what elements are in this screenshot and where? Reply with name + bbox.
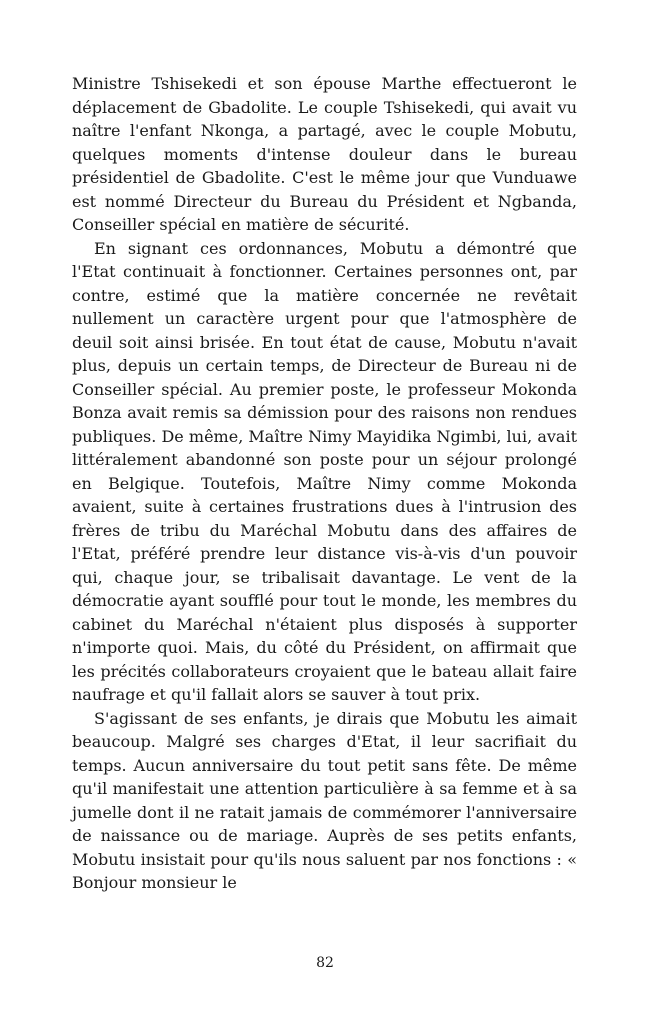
paragraph-ordinances: En signant ces ordonnances, Mobutu a démontré que l'Etat continuait à fonctionner. Certaines personnes ont, par contre, estimé que la matière concernée ne revêtait nullement un caractère urgent pour que l'atmosphère de deuil soit ainsi brisée. En tout état de cause, Mobutu n'avait plus, depuis un certain temps, de Directeur de Bureau ni de Conseiller spécial. Au premier poste, le professeur Mokonda Bonza avait remis sa démission pour des raisons non rendues publiques. De même, Maître Nimy Mayidika Ngimbi, lui, avait littéralement abandonné son poste pour un séjour prolongé en Belgique. Toutefois, Maître Nimy comme Mokonda avaient, suite à certaines frustrations dues à l'intrusion des frères de tribu du Maréchal Mobutu dans des affaires de l'Etat, préféré prendre leur distance vis-à-vis d'un pouvoir qui, chaque jour, se tribalisait davantage. Le vent de la démocratie ayant soufflé pour tout le monde, les membres du cabinet du Maréchal n'étaient plus disposés à supporter n'importe quoi. Mais, du côté du Président, on affirmait que les précités collaborateurs croyaient que le bateau allait faire naufrage et qu'il fallait alors se sauver à tout prix. — [72, 238, 577, 704]
paragraph-children: S'agissant de ses enfants, je dirais que Mobutu les aimait beaucoup. Malgré ses charges d'Etat, il leur sacrifiait du temps. Aucun anniversaire du tout petit sans fête. De même qu'il manifestait une attention particulière à sa femme et à sa jumelle dont il ne ratait jamais de commémorer l'anniversaire de naissance ou de mariage. Auprès de ses petits enfants, Mobutu insistait pour qu'ils nous saluent par nos fonctions : « Bonjour monsieur le — [72, 708, 577, 892]
page-number: 82 — [316, 955, 334, 971]
page-body — [72, 72, 577, 895]
paragraph-continuation: Ministre Tshisekedi et son épouse Marthe effectueront le déplacement de Gbadolite. Le couple Tshisekedi, qui avait vu naître l'enfant Nkonga, a partagé, avec le couple Mobutu, quelques moments d'intense douleur dans le bureau présidentiel de Gbadolite. C'est le même jour que Vunduawe est nommé Directeur du Bureau du Président et Ngbanda, Conseiller spécial en matière de sécurité. — [72, 74, 577, 234]
